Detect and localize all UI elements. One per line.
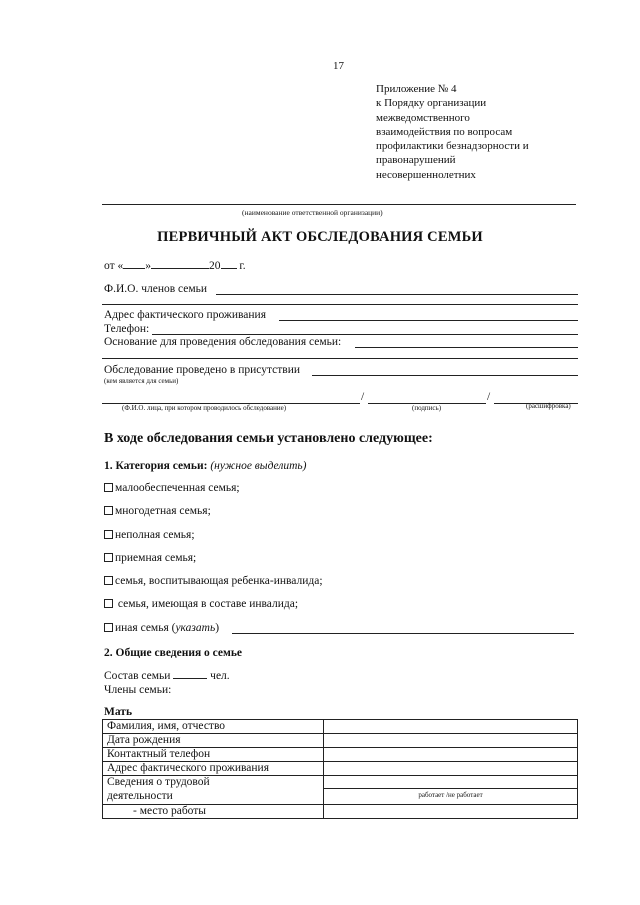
table-row (103, 734, 578, 748)
fio-members-field-2[interactable] (102, 304, 578, 305)
signature-slash: / (487, 391, 491, 403)
phone-field[interactable] (152, 334, 578, 335)
fio-members-label: Ф.И.О. членов семьи (104, 283, 208, 295)
address-field[interactable] (279, 320, 578, 321)
table-row (103, 748, 578, 762)
checkbox-icon[interactable] (104, 623, 113, 632)
work-status-cell[interactable] (324, 776, 578, 805)
section1-hint: (нужное выделить) (210, 460, 307, 472)
composition-field[interactable] (173, 678, 207, 679)
phone-cell[interactable] (324, 748, 578, 762)
address-label: Адрес фактического проживания (104, 309, 266, 321)
sign-caption: (подпись) (412, 404, 442, 412)
checkbox-icon[interactable] (104, 553, 113, 562)
appendix-line: взаимодействия по вопросам (376, 125, 513, 138)
appendix-line: несовершеннолетних (376, 168, 476, 181)
year-field[interactable] (221, 268, 237, 269)
option-disabled-member[interactable] (104, 598, 298, 611)
date-prefix: от « (104, 260, 124, 272)
option-label: малообеспеченная семья; (115, 482, 240, 494)
work-options: работает /не работает (418, 791, 483, 799)
presence-field[interactable] (312, 375, 578, 376)
section1-colon: : (203, 460, 211, 472)
row-label: Контактный телефон (103, 748, 324, 762)
work-label-line: Сведения о трудовой (107, 776, 210, 788)
page-number: 17 (333, 60, 344, 72)
composition-unit: чел. (210, 670, 230, 682)
row-label: Дата рождения (103, 734, 324, 748)
work-status-blank[interactable] (324, 776, 577, 788)
option-other[interactable] (104, 622, 219, 635)
checkbox-icon[interactable] (104, 483, 113, 492)
option-large-family[interactable] (104, 505, 211, 518)
basis-label: Основание для проведения обследования семьи: (104, 336, 342, 348)
established-heading: В ходе обследования семьи установлено следующее: (104, 431, 433, 446)
signature-slash: / (361, 391, 365, 403)
option-label: многодетная семья; (115, 505, 211, 517)
table-row (103, 720, 578, 734)
presence-caption: (кем является для семьи) (104, 377, 179, 385)
composition-row (104, 670, 230, 683)
presence-label: Обследование проведено в присутствии (104, 364, 301, 376)
row-label: Фамилия, имя, отчество (103, 720, 324, 734)
option-single-parent[interactable] (104, 529, 195, 542)
checkbox-icon[interactable] (104, 530, 113, 539)
option-label: неполная семья; (115, 529, 195, 541)
work-label-line: деятельности (107, 789, 173, 802)
appendix-line: к Порядку организации (376, 97, 487, 110)
checkbox-icon[interactable] (104, 576, 113, 585)
table-row (103, 805, 578, 819)
date-close: » (145, 260, 151, 272)
org-caption: (наименование ответственной организации) (242, 208, 383, 217)
appendix-note (376, 82, 576, 182)
option-label: семья, воспитывающая ребенка-инвалида; (115, 575, 323, 587)
section2-title: 2. Общие сведения о семье (104, 647, 243, 659)
appendix-line: правонарушений (376, 154, 456, 167)
month-field[interactable] (151, 268, 209, 269)
org-name-line[interactable] (102, 204, 576, 205)
birthdate-cell[interactable] (324, 734, 578, 748)
row-label: Адрес фактического проживания (103, 762, 324, 776)
appendix-line: межведомственного (376, 111, 470, 124)
option-label: семья, имеющая в составе инвалида; (115, 598, 299, 610)
address-cell[interactable] (324, 762, 578, 776)
section1-title: 1. Категория семьи (104, 460, 204, 472)
option-label: приемная семья; (115, 552, 197, 564)
option-other-hint: указать (175, 622, 216, 634)
date-row (104, 260, 246, 273)
year-suffix: г. (239, 260, 246, 272)
option-foster[interactable] (104, 552, 196, 565)
appendix-line: Приложение № 4 (376, 83, 457, 95)
option-disabled-child[interactable] (104, 575, 323, 588)
fullname-cell[interactable] (324, 720, 578, 734)
table-row (103, 776, 578, 805)
other-family-field[interactable] (232, 633, 574, 634)
workplace-cell[interactable] (324, 805, 578, 819)
day-field[interactable] (123, 268, 145, 269)
row-label: - место работы (103, 805, 324, 819)
basis-field[interactable] (355, 347, 578, 348)
appendix-line: профилактики безнадзорности и (376, 140, 529, 153)
checkbox-icon[interactable] (104, 599, 113, 608)
work-label-cell (103, 776, 324, 805)
year-prefix: 20 (209, 260, 221, 272)
work-status-subrow (324, 788, 577, 803)
decode-caption: (расшифровка) (526, 402, 571, 410)
option-low-income[interactable] (104, 482, 240, 495)
basis-field-2[interactable] (102, 358, 578, 359)
inspector-caption: (Ф.И.О. лица, при котором проводилось обследование) (122, 404, 287, 412)
mother-table (102, 719, 578, 819)
fio-members-field[interactable] (216, 294, 578, 295)
option-other-suffix: ) (215, 622, 220, 634)
option-other-prefix: иная семья ( (115, 622, 176, 634)
document-title: ПЕРВИЧНЫЙ АКТ ОБСЛЕДОВАНИЯ СЕМЬИ (157, 229, 483, 245)
phone-label: Телефон: (104, 323, 150, 335)
mother-title: Мать (104, 706, 133, 718)
section1-heading (104, 460, 307, 473)
composition-label: Состав семьи (104, 670, 171, 682)
checkbox-icon[interactable] (104, 506, 113, 515)
table-row (103, 762, 578, 776)
members-label: Члены семьи: (104, 684, 172, 696)
